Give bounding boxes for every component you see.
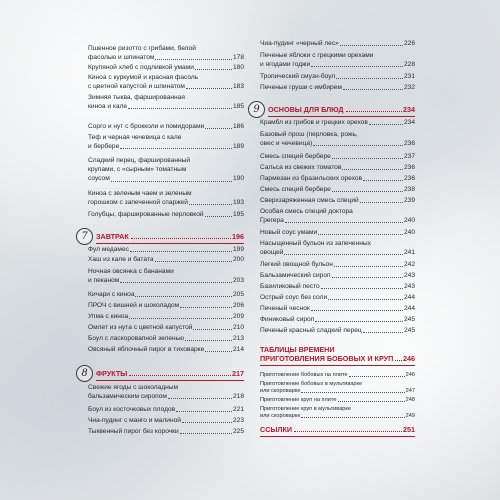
toc-entry[interactable] bbox=[260, 315, 415, 324]
toc-entry[interactable] bbox=[88, 133, 244, 151]
toc-entry[interactable] bbox=[88, 245, 244, 254]
toc-entry[interactable] bbox=[88, 383, 244, 401]
toc-entry-page: 186 bbox=[232, 123, 244, 130]
section-page: 246 bbox=[403, 354, 415, 363]
toc-entry[interactable] bbox=[88, 156, 244, 184]
toc-entry-page: 180 bbox=[232, 64, 244, 71]
toc-entry[interactable] bbox=[260, 163, 415, 172]
toc-entry-page: 195 bbox=[232, 211, 244, 218]
section-heading-basics[interactable] bbox=[253, 101, 415, 117]
toc-entry-page: 240 bbox=[403, 217, 415, 225]
toc-entry[interactable] bbox=[88, 44, 244, 62]
toc-entry[interactable] bbox=[88, 323, 244, 332]
toc-entry-text: Базовый прош (перловка, рожь, bbox=[260, 131, 358, 138]
toc-entry-text: Хаш из кале и батата bbox=[88, 256, 154, 263]
toc-entry[interactable] bbox=[260, 304, 415, 313]
toc-entry[interactable] bbox=[260, 83, 415, 92]
section-title: ЗАВТРАК bbox=[96, 232, 129, 241]
toc-entry-text: Новый соус умами bbox=[260, 229, 318, 236]
toc-entry-text: Овсяный яблочный пирог в тиховарке bbox=[88, 346, 205, 353]
toc-entry-text: овощей bbox=[260, 249, 284, 257]
toc-entry-text: Крамбл из грибов и грецких орехов bbox=[260, 119, 368, 126]
toc-entry-text: Сверхзаряженная смесь специй bbox=[260, 197, 359, 204]
toc-entry-page: 206 bbox=[232, 302, 244, 309]
section-title-line: ТАБЛИЦЫ ВРЕМЕНИ bbox=[260, 345, 335, 354]
toc-entry-text: Базиликовый песто bbox=[260, 283, 320, 290]
toc-entry[interactable] bbox=[260, 397, 415, 404]
toc-entry[interactable] bbox=[88, 345, 244, 354]
toc-entry-text: Фул медамес bbox=[88, 246, 129, 253]
toc-entry-page: 242 bbox=[403, 261, 415, 268]
toc-entry-page: 246 bbox=[405, 372, 415, 378]
toc-entry-text: Теф и черная чечевица с кале bbox=[88, 134, 182, 141]
toc-entry[interactable] bbox=[88, 122, 244, 131]
toc-entry-page: 248 bbox=[405, 397, 415, 403]
toc-entry-page: 190 bbox=[232, 175, 244, 183]
toc-entry-page: 240 bbox=[403, 229, 415, 236]
toc-entry-page: 236 bbox=[403, 140, 415, 148]
toc-entry-text: Печеный чеснок bbox=[260, 305, 310, 312]
toc-entry-page: 218 bbox=[232, 393, 244, 401]
section-title: ССЫЛКИ bbox=[260, 425, 293, 434]
toc-entry-text: Смесь специй бербере bbox=[260, 186, 331, 193]
toc-entry[interactable] bbox=[260, 372, 415, 379]
toc-entry-text: или скороварке bbox=[260, 388, 301, 394]
toc-entry-page: 237 bbox=[403, 153, 415, 160]
toc-entry-page: 223 bbox=[232, 417, 244, 424]
toc-entry-page: 247 bbox=[405, 388, 415, 394]
toc-entry-text: Острый соус без соли bbox=[260, 294, 328, 301]
toc-entry-text: Пармезан из бразильских орехов bbox=[260, 175, 363, 182]
toc-entry-text: Приготовление круп в мультиварке bbox=[260, 406, 352, 412]
toc-entry-text: и бербере bbox=[88, 143, 120, 151]
toc-entry[interactable] bbox=[88, 312, 244, 321]
toc-entry[interactable] bbox=[260, 239, 415, 257]
toc-entry-page: 238 bbox=[403, 186, 415, 193]
toc-entry-page: 249 bbox=[405, 413, 415, 419]
toc-entry-page: 245 bbox=[403, 316, 415, 323]
toc-entry-text: овес и чечевица) bbox=[260, 140, 313, 148]
section-page: 251 bbox=[403, 425, 415, 434]
toc-entry[interactable] bbox=[260, 185, 415, 194]
toc-entry[interactable] bbox=[88, 267, 244, 285]
toc-entry-page: 210 bbox=[232, 324, 244, 331]
section-title: ОСНОВЫ ДЛЯ БЛЮД bbox=[268, 105, 344, 114]
toc-entry-text: Насыщенный бульон из запеченных bbox=[260, 240, 371, 247]
toc-entry-text: Приготовление бобовых на плите bbox=[260, 372, 348, 378]
toc-entry[interactable] bbox=[260, 196, 415, 205]
toc-entry-page: 183 bbox=[232, 83, 244, 91]
toc-entry-page: 178 bbox=[232, 54, 244, 62]
toc-entry-text: Финиковый сироп bbox=[260, 316, 315, 323]
toc-entry-page: 199 bbox=[232, 246, 244, 253]
toc-entry[interactable] bbox=[88, 334, 244, 343]
toc-entry[interactable] bbox=[88, 301, 244, 310]
toc-entry-text: Голубцы, фаршированные перловкой bbox=[88, 211, 204, 218]
toc-entry-page: 236 bbox=[403, 175, 415, 182]
toc-entry-text: Бальзамический сироп bbox=[260, 272, 331, 279]
toc-entry-text: Кичари с киноа bbox=[88, 291, 135, 298]
toc-entry-page: 213 bbox=[232, 335, 244, 342]
toc-entry[interactable] bbox=[88, 73, 244, 91]
toc-entry[interactable] bbox=[260, 39, 415, 48]
toc-entry[interactable] bbox=[260, 174, 415, 183]
toc-entry-text: Киноа с куркумой и красная фасоль bbox=[88, 74, 199, 81]
toc-entry[interactable] bbox=[260, 130, 415, 148]
toc-entry-text: Грегера bbox=[260, 217, 284, 225]
toc-entry-text: Крупяной хлеб с подливкой умами bbox=[88, 64, 194, 71]
toc-entry-text: Сладкий перец, фаршированный bbox=[88, 157, 191, 164]
toc-entry-text: соусом bbox=[88, 175, 110, 183]
toc-entry[interactable] bbox=[260, 406, 415, 420]
toc-entry[interactable] bbox=[88, 405, 244, 414]
toc-entry-text: Зимняя тыква, фаршированная bbox=[88, 94, 185, 101]
toc-entry-page: 221 bbox=[232, 406, 244, 413]
toc-entry-text: Приготовление круп на плите bbox=[260, 397, 337, 403]
toc-entry-page: 193 bbox=[232, 199, 244, 207]
section-rule bbox=[268, 116, 415, 117]
toc-entry-text: крупами, с «сырным» томатным bbox=[88, 166, 187, 174]
toc-entry-page: 243 bbox=[403, 283, 415, 290]
toc-entry[interactable] bbox=[260, 293, 415, 302]
toc-entry[interactable] bbox=[260, 228, 415, 237]
toc-entry-text: фасолью и шпинатом bbox=[88, 54, 155, 62]
toc-entry[interactable] bbox=[88, 416, 244, 425]
toc-entry[interactable] bbox=[260, 271, 415, 280]
section-number: 8 bbox=[76, 365, 93, 382]
section-number: 9 bbox=[248, 101, 265, 118]
toc-entry-text: горошком с запеченной спаржей bbox=[88, 199, 188, 207]
toc-entry[interactable] bbox=[88, 427, 244, 436]
section-page: 196 bbox=[232, 232, 244, 241]
section-heading-tables[interactable] bbox=[260, 345, 415, 366]
toc-entry[interactable] bbox=[260, 282, 415, 291]
toc-entry-text: Тыквенный пирог без корочки bbox=[88, 428, 179, 435]
toc-entry-text: ПРОЧ с вишней и шоколадом bbox=[88, 302, 180, 309]
toc-entry[interactable] bbox=[260, 326, 415, 335]
toc-entry-text: Пшенное ризотто с грибами, белой bbox=[88, 45, 196, 52]
toc-entry-text: Печеный красный сладкий перец bbox=[260, 327, 362, 334]
toc-entry[interactable] bbox=[88, 210, 244, 219]
toc-entry-page: 214 bbox=[232, 346, 244, 353]
toc-entry[interactable] bbox=[260, 72, 415, 81]
toc-entry-text: Особая смесь специй доктора bbox=[260, 208, 353, 215]
toc-entry-page: 244 bbox=[403, 294, 415, 301]
toc-entry-text: Боул с ласкоровапной зеленью bbox=[88, 335, 185, 342]
toc-entry[interactable] bbox=[260, 260, 415, 269]
toc-entry-page: 234 bbox=[403, 119, 415, 126]
toc-entry-text: Сальса из свежих томатов bbox=[260, 164, 342, 171]
toc-entry-text: Печеные груши с имбирем bbox=[260, 84, 342, 91]
toc-entry-text: или скороварке bbox=[260, 413, 301, 419]
section-rule bbox=[260, 436, 415, 437]
toc-entry[interactable] bbox=[88, 189, 244, 207]
toc-entry-page: 245 bbox=[403, 327, 415, 334]
toc-entry-page: 228 bbox=[403, 61, 415, 69]
toc-entry-text: Тропический смузи-боул bbox=[260, 73, 336, 80]
section-rule bbox=[260, 365, 415, 366]
toc-entry-page: 205 bbox=[232, 291, 244, 298]
section-number: 7 bbox=[76, 228, 93, 245]
toc-entry[interactable] bbox=[260, 51, 415, 69]
toc-entry[interactable] bbox=[260, 381, 415, 395]
toc-entry-text: Киноа с зеленым чаем и зеленым bbox=[88, 190, 192, 197]
toc-entry[interactable] bbox=[88, 290, 244, 299]
toc-entry-text: Легкий овощной бульон bbox=[260, 261, 333, 268]
toc-entry[interactable] bbox=[88, 93, 244, 111]
toc-entry-page: 203 bbox=[232, 277, 244, 285]
toc-entry[interactable] bbox=[88, 255, 244, 264]
toc-entry-page: 189 bbox=[232, 143, 244, 151]
toc-entry-text: с цветной капустой и шпинатом bbox=[88, 83, 185, 91]
toc-entry-text: Сорго и нут с брокколи и помидорами bbox=[88, 123, 205, 130]
toc-entry-page: 244 bbox=[403, 305, 415, 312]
toc-entry-text: Смесь специй бербере bbox=[260, 153, 331, 160]
toc-entry-page: 185 bbox=[232, 103, 244, 111]
toc-entry-page: 243 bbox=[403, 272, 415, 279]
toc-entry-page: 236 bbox=[403, 164, 415, 171]
toc-entry-text: Печеные яблоки с грецкими орехами bbox=[260, 52, 374, 59]
toc-entry-text: бальзамическим сиропом bbox=[88, 393, 167, 401]
toc-entry-text: Боул из косточковых плодов bbox=[88, 406, 176, 413]
toc-entry[interactable] bbox=[260, 118, 415, 127]
toc-entry-text: и ягодами годжи bbox=[260, 61, 311, 69]
toc-entry-text: киноа и кале bbox=[88, 103, 128, 111]
toc-entry-page: 232 bbox=[403, 84, 415, 91]
toc-entry-page: 209 bbox=[232, 313, 244, 320]
section-rule bbox=[96, 380, 244, 381]
section-heading-breakfast[interactable] bbox=[81, 228, 244, 244]
toc-entry-text: Упма с киноа bbox=[88, 313, 129, 320]
section-title-line: ПРИГОТОВЛЕНИЯ БОБОВЫХ И КРУП bbox=[260, 354, 394, 363]
section-rule bbox=[96, 243, 244, 244]
toc-entry-text: Омлет из нута с цветной капустой bbox=[88, 324, 193, 331]
toc-entry-text: Чиа-пудинг «черный лес» bbox=[260, 40, 339, 47]
toc-entry-text: и пеканом bbox=[88, 277, 120, 285]
toc-entry-page: 231 bbox=[403, 73, 415, 80]
section-page: 217 bbox=[232, 369, 244, 378]
toc-entry-page: 226 bbox=[403, 40, 415, 47]
toc-entry-text: Ночная овсянка с бананами bbox=[88, 268, 174, 275]
section-title: ФРУКТЫ bbox=[96, 369, 128, 378]
section-page: 234 bbox=[403, 105, 415, 114]
toc-entry[interactable] bbox=[260, 207, 415, 225]
toc-entry[interactable] bbox=[88, 63, 244, 72]
toc-entry-text: Свежие ягоды с шоколадным bbox=[88, 384, 178, 391]
toc-entry-text: Чиа-пудинг с манго и малиной bbox=[88, 417, 181, 424]
toc-entry[interactable] bbox=[260, 152, 415, 161]
section-heading-links[interactable] bbox=[260, 425, 415, 437]
toc-entry-page: 225 bbox=[232, 428, 244, 435]
toc-entry-page: 239 bbox=[403, 197, 415, 204]
section-heading-fruits[interactable] bbox=[81, 365, 244, 381]
toc-entry-page: 200 bbox=[232, 256, 244, 263]
toc-entry-page: 241 bbox=[403, 249, 415, 257]
toc-entry-text: Приготовление бобовых в мультиварке bbox=[260, 381, 363, 387]
